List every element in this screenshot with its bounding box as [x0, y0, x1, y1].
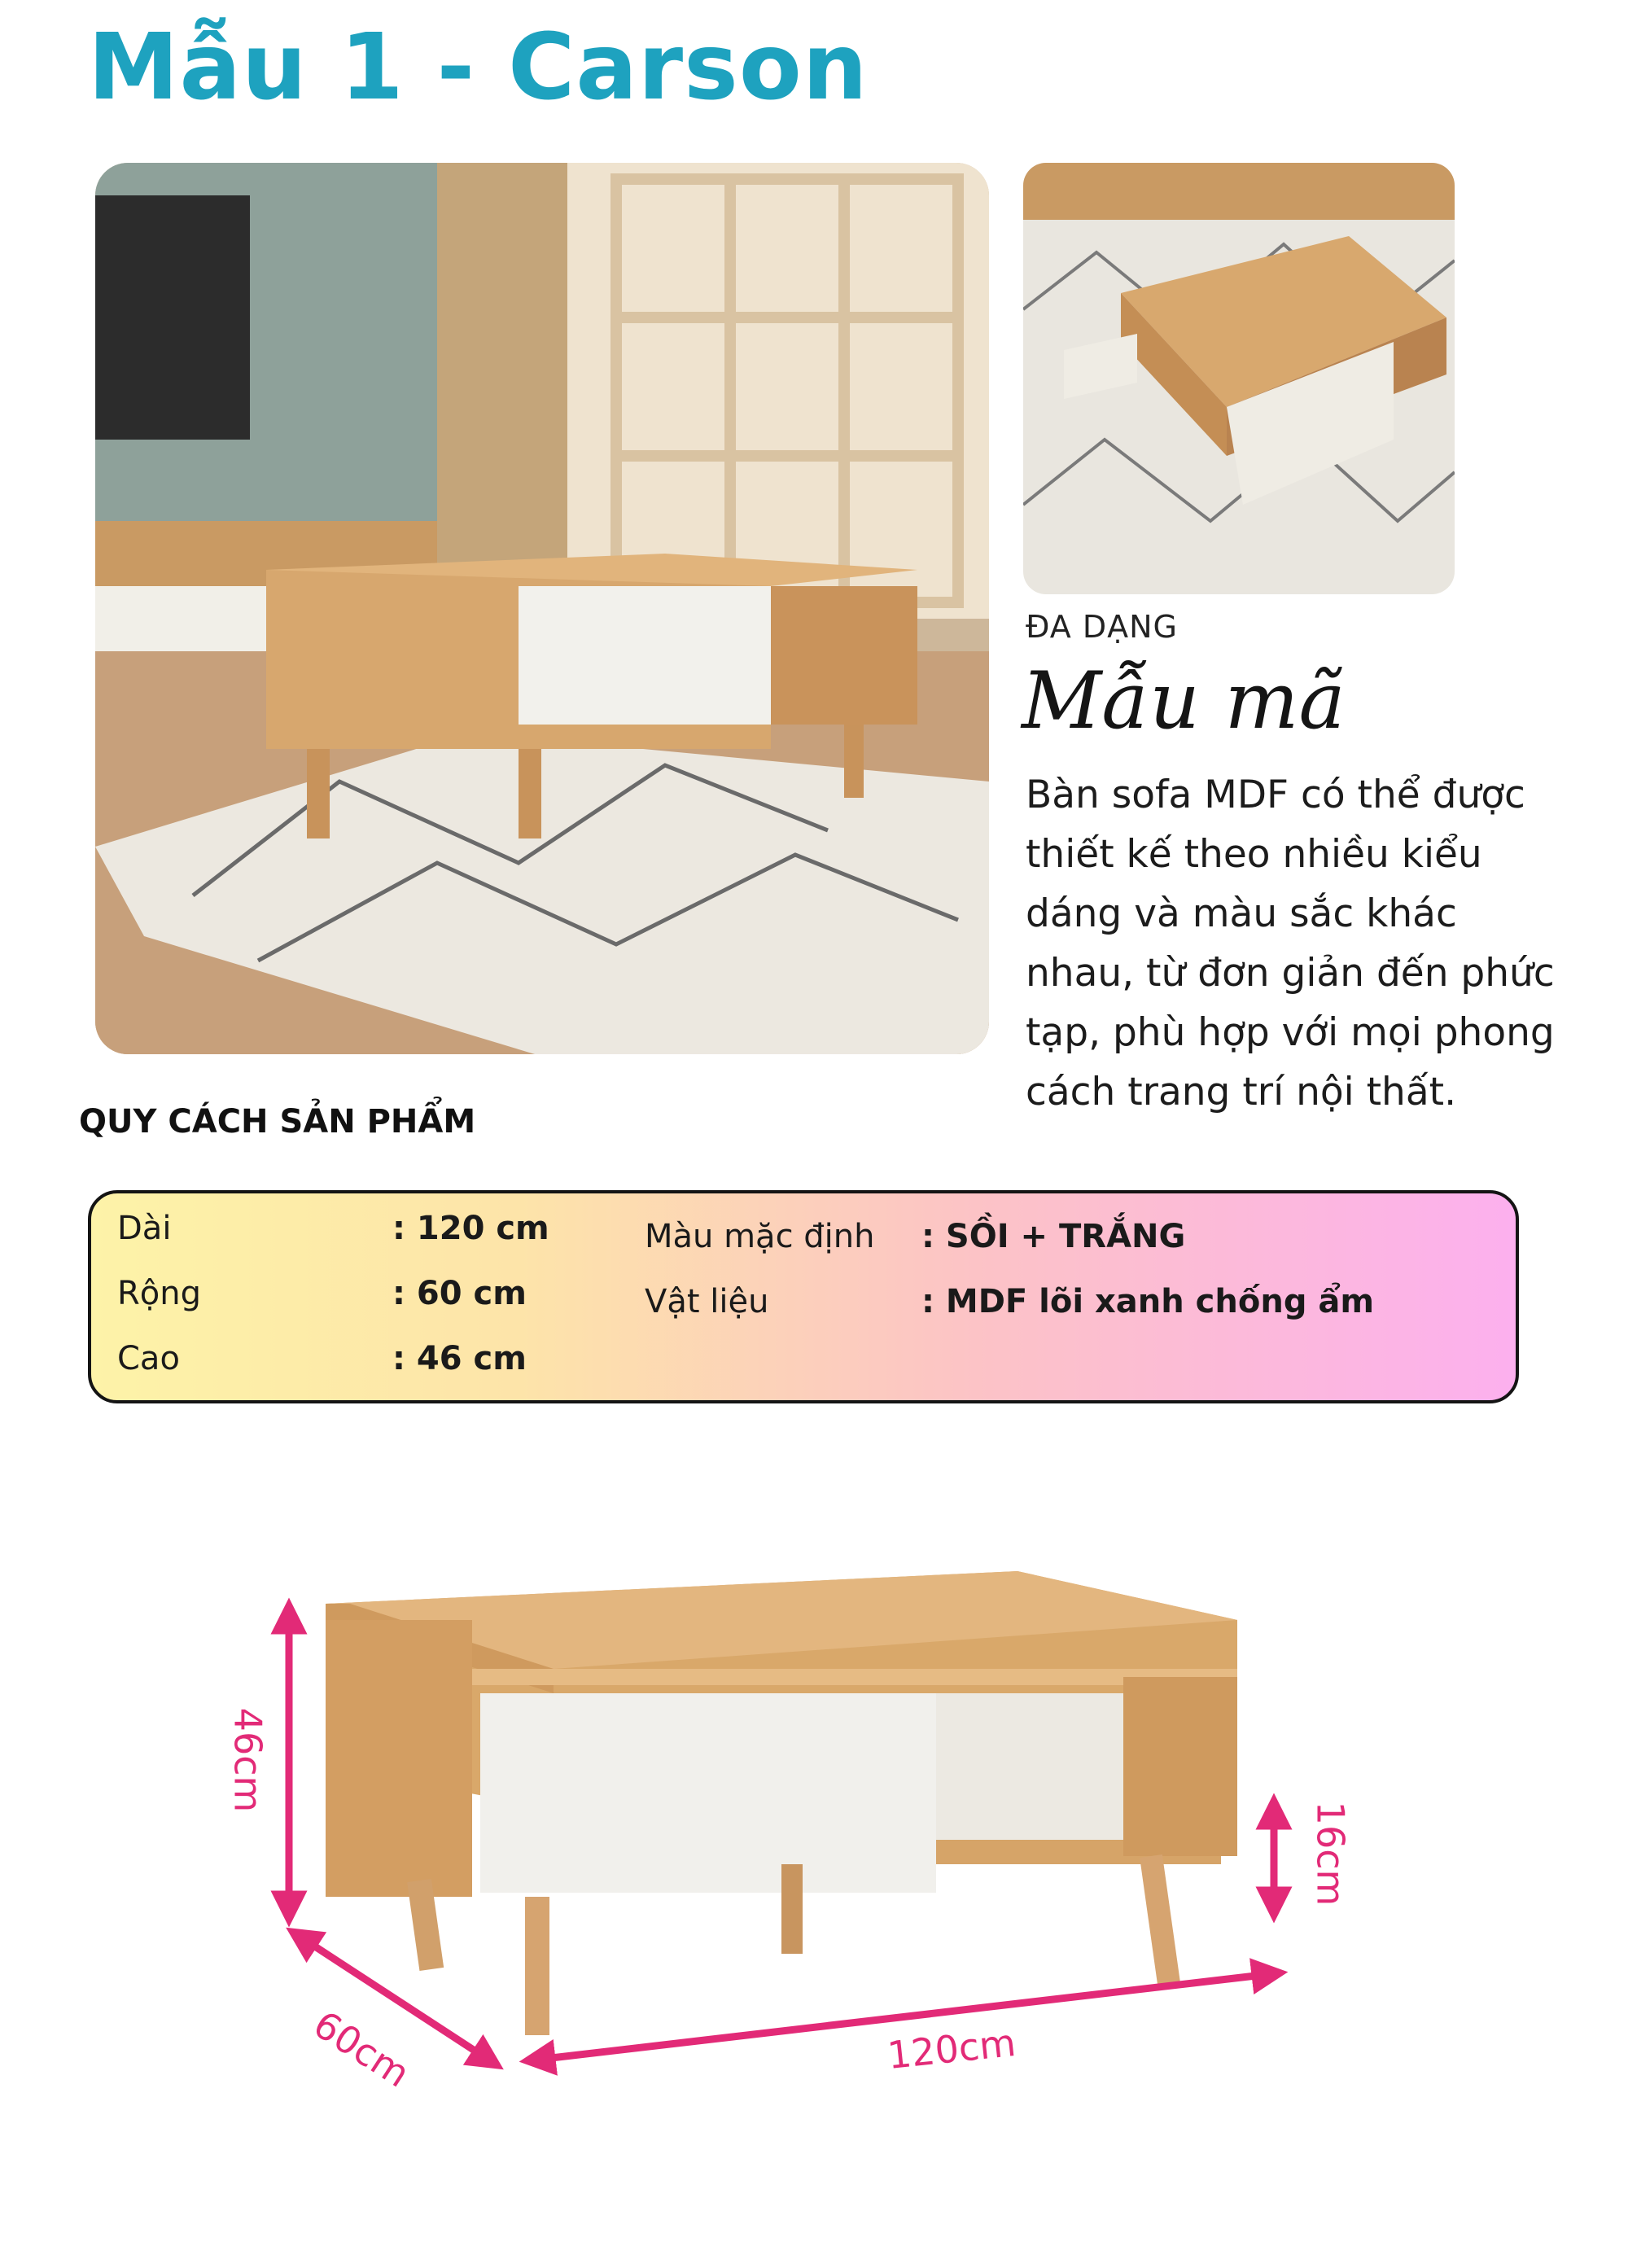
spec-value-height: : 46 cm: [392, 1340, 527, 1377]
description-line: Bàn sofa MDF có thể được: [1026, 773, 1525, 817]
feature-description: [1026, 765, 1595, 1122]
spec-label-material: Vật liệu: [645, 1283, 769, 1320]
spec-label-color: Màu mặc định: [645, 1218, 875, 1255]
spec-value-width: : 60 cm: [392, 1275, 527, 1312]
leg-height-label: 16cm: [1308, 1801, 1353, 1907]
description-line: tạp, phù hợp với mọi phong: [1026, 1010, 1555, 1055]
feature-kicker: ĐA DẠNG: [1026, 609, 1178, 645]
coffee-table-illustration: [326, 1571, 1237, 2035]
description-line: cách trang trí nội thất.: [1026, 1070, 1457, 1114]
dimension-diagram: [204, 1539, 1353, 2125]
page-title: Mẫu 1 - Carson: [88, 15, 869, 120]
description-line: dáng và màu sắc khác: [1026, 891, 1457, 936]
description-line: thiết kế theo nhiều kiểu: [1026, 832, 1482, 877]
spec-value-color: : SỒI + TRẮNG: [921, 1218, 1186, 1255]
feature-title: Mẫu mã: [1022, 655, 1346, 747]
spec-value-length: : 120 cm: [392, 1210, 549, 1247]
spec-label-height: Cao: [117, 1340, 180, 1377]
length-label: 120cm: [885, 2020, 1018, 2078]
spec-label-length: Dài: [117, 1210, 172, 1247]
spec-table: [88, 1190, 1519, 1403]
depth-label: 60cm: [305, 2002, 418, 2096]
drawer-detail-photo: [1023, 163, 1455, 594]
spec-label-width: Rộng: [117, 1275, 202, 1312]
spec-value-material: : MDF lõi xanh chống ẩm: [921, 1283, 1375, 1320]
spec-heading: QUY CÁCH SẢN PHẨM: [79, 1103, 476, 1141]
living-room-photo: [95, 163, 989, 1054]
description-line: nhau, từ đơn giản đến phức: [1026, 951, 1555, 996]
height-label: 46cm: [225, 1707, 270, 1813]
